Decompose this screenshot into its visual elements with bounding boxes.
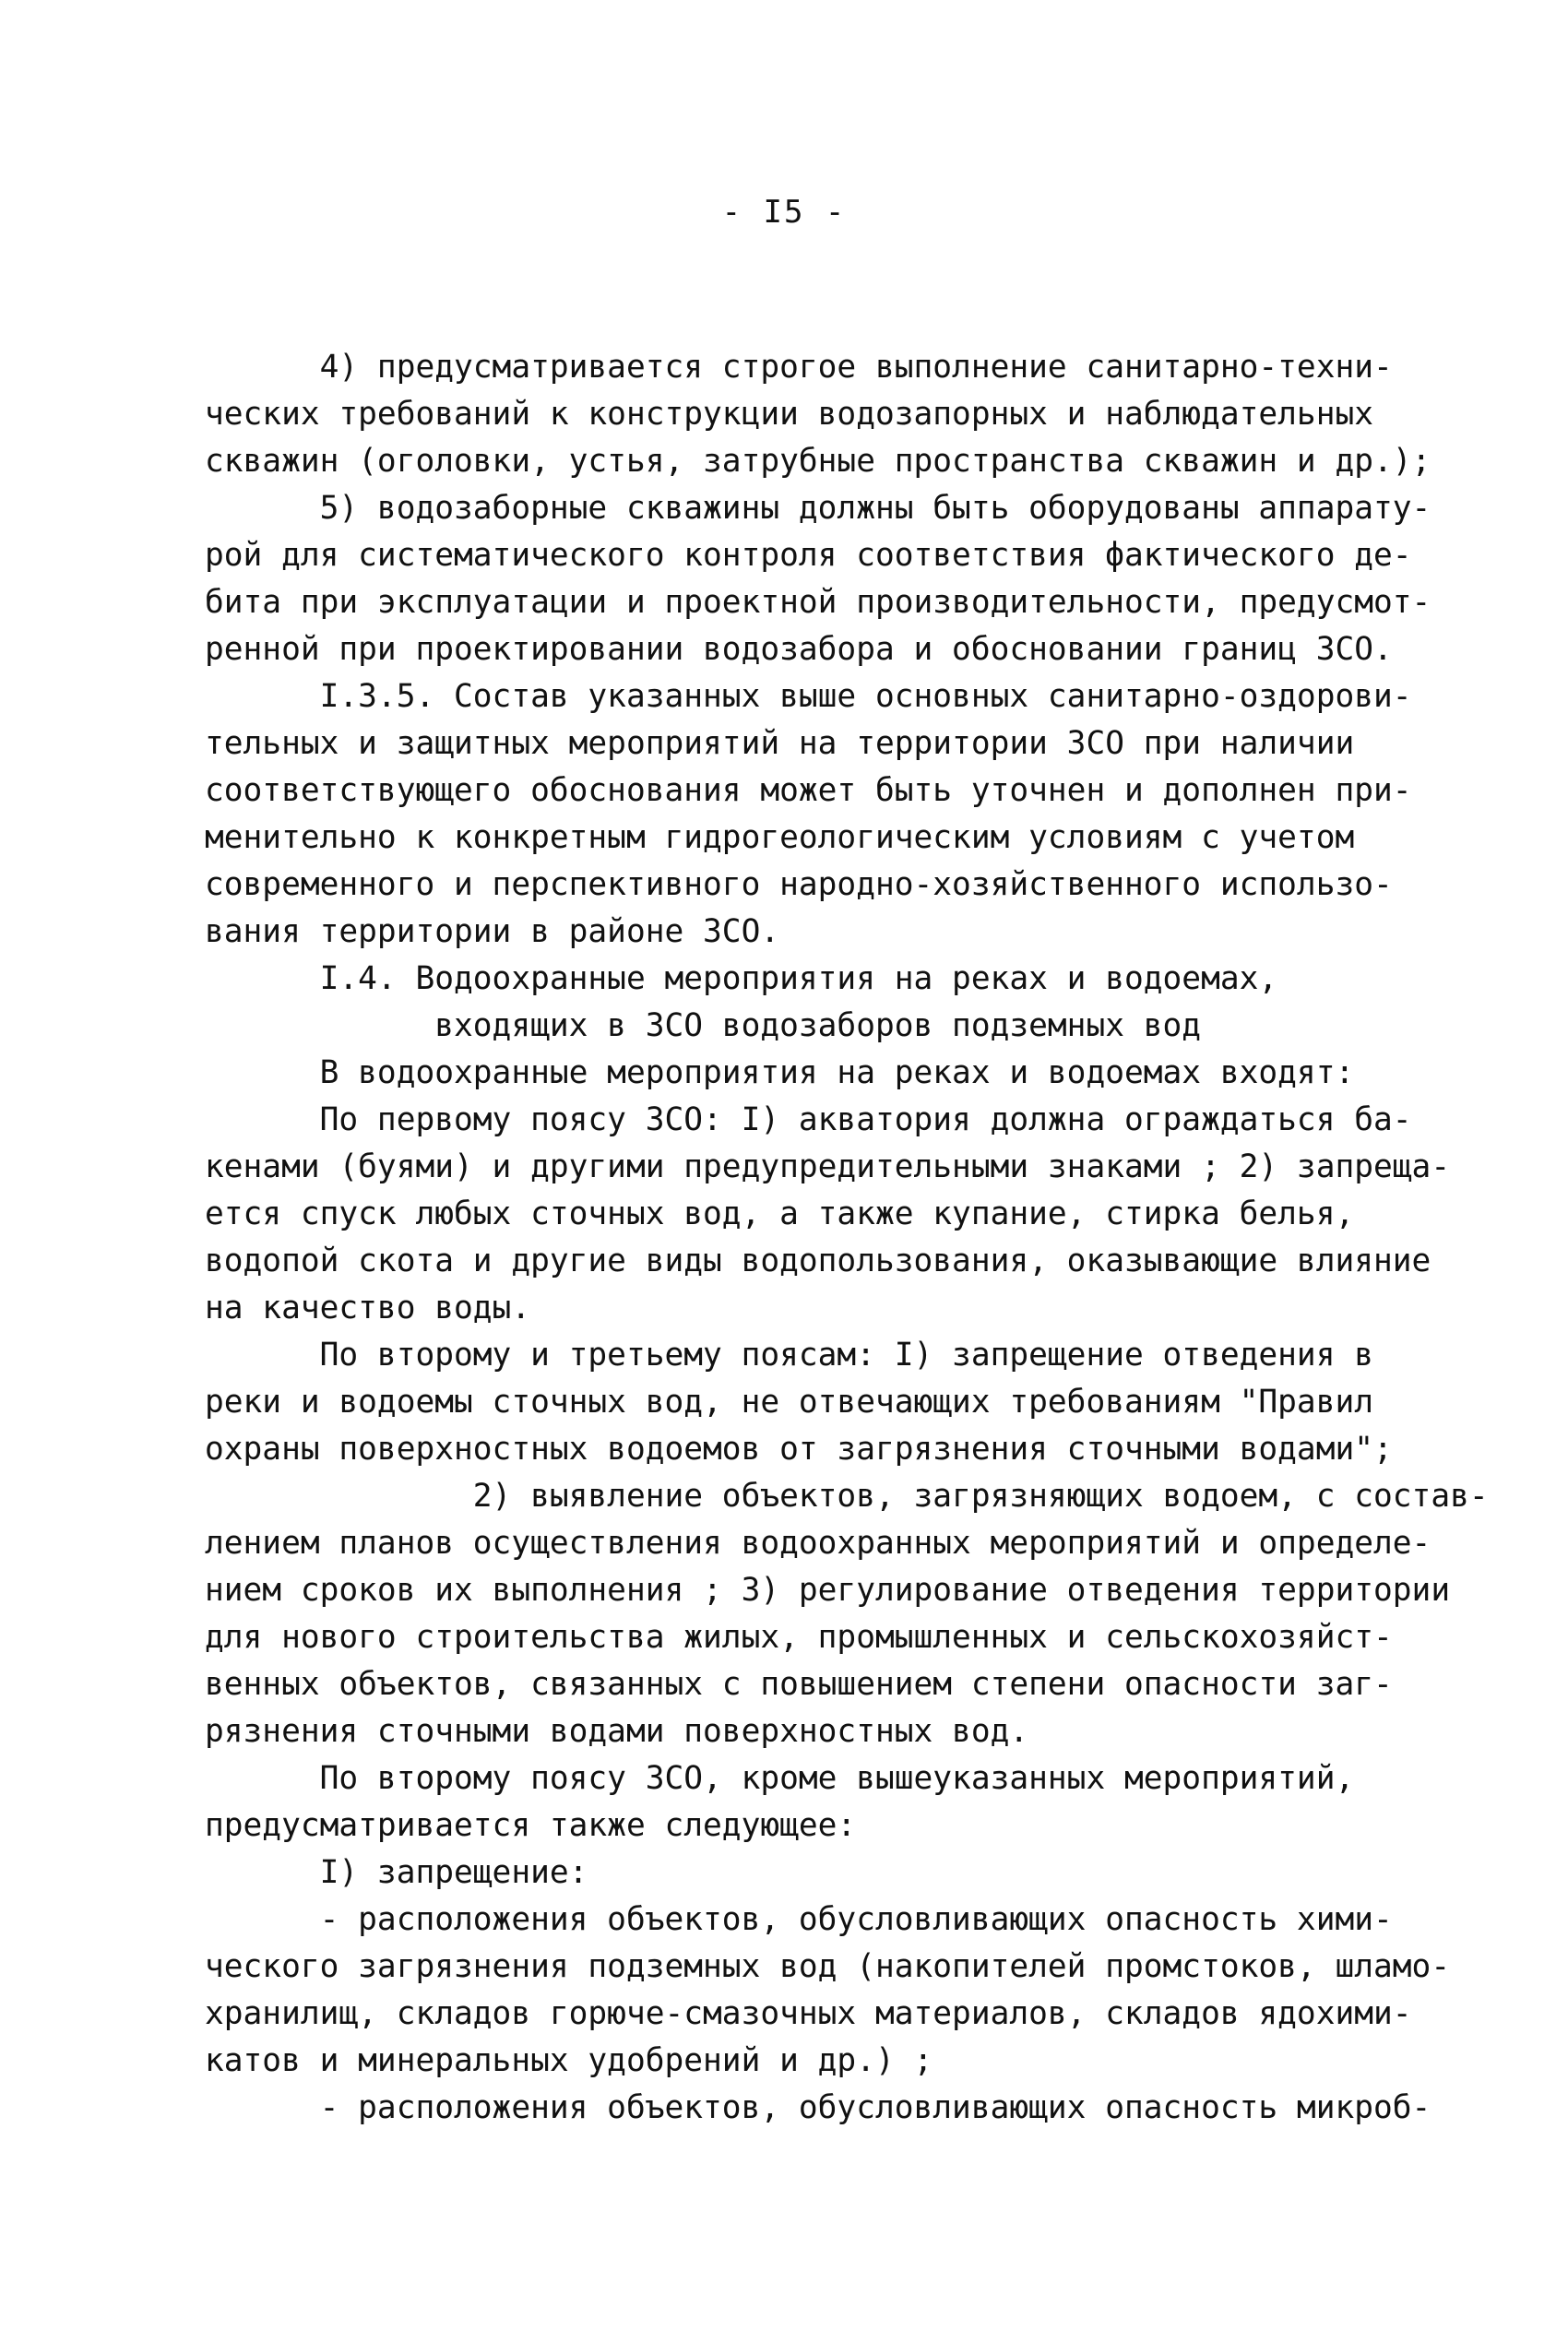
text-line: I) запрещение: [205, 1854, 588, 1891]
text-line: хранилищ, складов горюче-смазочных материалов, складов ядохими- [205, 1995, 1412, 2032]
text-line: кенами (буями) и другими предупредительными знаками ; 2) запреща- [205, 1148, 1451, 1185]
text-line: лением планов осуществления водоохранных мероприятий и определе- [205, 1525, 1431, 1562]
text-line: По первому поясу ЗСО: I) акватория должна ограждаться ба- [205, 1101, 1412, 1138]
text-line: для нового строительства жилых, промышленных и сельскохозяйст- [205, 1619, 1393, 1656]
text-line: ческого загрязнения подземных вод (накопителей промстоков, шламо- [205, 1948, 1451, 1985]
text-line: - расположения объектов, обусловливающих опасность хими- [205, 1901, 1393, 1938]
text-line: рязнения сточными водами поверхностных вод. [205, 1713, 1029, 1750]
text-line: реки и водоемы сточных вод, не отвечающих требованиям "Правил [205, 1384, 1374, 1421]
text-line: на качество воды. [205, 1290, 531, 1326]
text-line: менительно к конкретным гидрогеологическим условиям с учетом [205, 819, 1355, 856]
text-line: предусматривается также следующее: [205, 1807, 857, 1844]
text-line: нием сроков их выполнения ; 3) регулирование отведения территории [205, 1572, 1451, 1609]
text-line: вания территории в районе ЗСО. [205, 913, 780, 950]
section-heading-line: входящих в ЗСО водозаборов подземных вод [205, 1007, 1202, 1044]
text-line: водопой скота и другие виды водопользования, оказывающие влияние [205, 1243, 1431, 1279]
text-line: соответствующего обоснования может быть уточнен и дополнен при- [205, 772, 1412, 809]
text-line: 5) водозаборные скважины должны быть оборудованы аппарату- [205, 490, 1431, 527]
text-line: I.3.5. Состав указанных выше основных санитарно-оздорови- [205, 678, 1412, 715]
text-line: ческих требований к конструкции водозапорных и наблюдательных [205, 396, 1374, 433]
text-line: 2) выявление объектов, загрязняющих водоем, с состав- [205, 1478, 1489, 1515]
text-line: скважин (оголовки, устья, затрубные пространства скважин и др.); [205, 443, 1431, 480]
text-line: ренной при проектировании водозабора и обосновании границ ЗСО. [205, 631, 1393, 668]
text-line: бита при эксплуатации и проектной производительности, предусмот- [205, 584, 1431, 621]
text-line: тельных и защитных мероприятий на территории ЗСО при наличии [205, 725, 1355, 762]
text-line: охраны поверхностных водоемов от загрязнения сточными водами"; [205, 1431, 1393, 1468]
document-body [205, 344, 1489, 2132]
section-heading-line: I.4. Водоохранные мероприятия на реках и водоемах, [205, 960, 1278, 997]
text-line: - расположения объектов, обусловливающих опасность микроб- [205, 2089, 1431, 2126]
page-number: - I5 - [721, 194, 847, 231]
text-line: По второму поясу ЗСО, кроме вышеуказанных мероприятий, [205, 1760, 1355, 1797]
text-line: рой для систематического контроля соответствия фактического де- [205, 537, 1412, 574]
text-line: По второму и третьему поясам: I) запрещение отведения в [205, 1337, 1374, 1374]
text-line: современного и перспективного народно-хозяйственного использо- [205, 866, 1393, 903]
text-line: 4) предусматривается строгое выполнение санитарно-техни- [205, 349, 1393, 386]
text-line: В водоохранные мероприятия на реках и водоемах входят: [205, 1054, 1355, 1091]
text-line: венных объектов, связанных с повышением степени опасности заг- [205, 1666, 1393, 1703]
text-line: ется спуск любых сточных вод, а также купание, стирка белья, [205, 1195, 1355, 1232]
text-line: катов и минеральных удобрений и др.) ; [205, 2042, 933, 2079]
